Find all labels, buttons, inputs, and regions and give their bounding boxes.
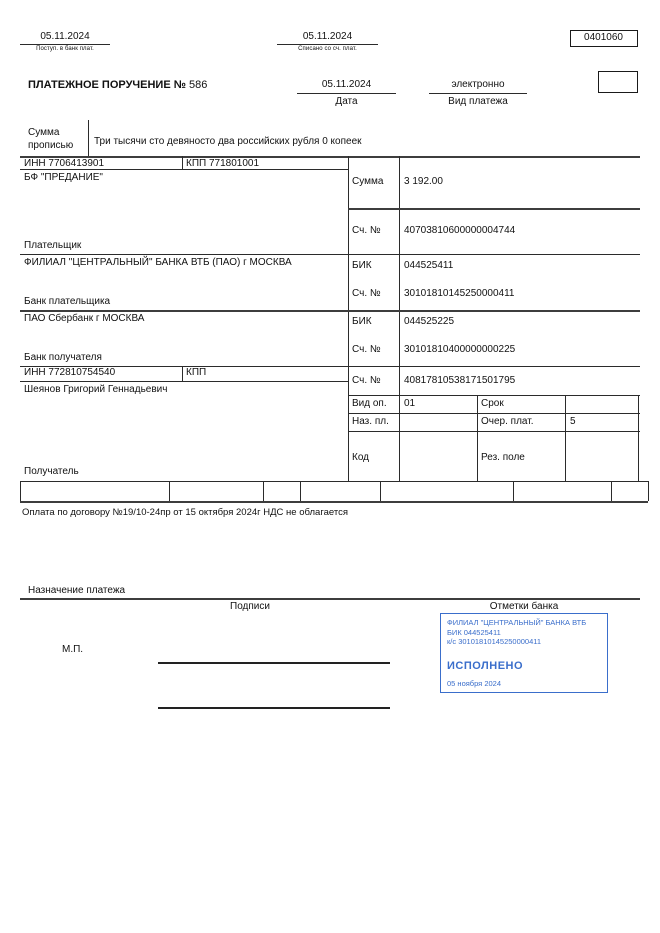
priority-value: 5 — [570, 416, 576, 427]
amount-label: Сумма — [352, 176, 384, 187]
table-line — [182, 156, 183, 169]
doc-date: 05.11.2024 — [321, 79, 372, 90]
payee-bank-label: Банк получателя — [24, 352, 102, 363]
received-date-underline — [20, 44, 110, 45]
table-line — [638, 395, 639, 481]
table-line — [648, 481, 649, 501]
amount-words-label-1: Сумма — [28, 127, 60, 138]
payee-bank-account: 30101810400000000225 — [404, 344, 516, 355]
payee-label: Получатель — [24, 466, 79, 477]
section-line — [20, 598, 640, 600]
payer-account-label: Сч. № — [352, 225, 381, 236]
doc-date-label: Дата — [335, 96, 358, 107]
payee-account: 40817810538171501795 — [404, 375, 516, 386]
amount-words-divider — [88, 120, 89, 156]
received-date-label: Поступ. в банк плат. — [36, 46, 94, 52]
table-line — [263, 481, 264, 501]
table-line — [477, 395, 478, 481]
table-line — [348, 156, 349, 481]
form-code: 0401060 — [584, 32, 623, 43]
purpose-text: Оплата по договору №19/10-24пр от 15 октября 2024г НДС не облагается — [22, 507, 348, 518]
bank-marks-label: Отметки банка — [489, 601, 559, 612]
payer-account: 40703810600000004744 — [404, 225, 516, 236]
table-line — [399, 156, 400, 481]
payment-kind: электронно — [451, 79, 505, 90]
purpose-code-label: Наз. пл. — [352, 416, 389, 427]
payee-inn: ИНН 772810754540 — [24, 367, 116, 378]
table-line — [182, 366, 183, 381]
payee-bank-bik: 044525225 — [404, 316, 455, 327]
op-type-label: Вид оп. — [352, 398, 387, 409]
table-line — [20, 481, 648, 482]
amount-value: 3 192.00 — [404, 176, 443, 187]
payer-name: БФ "ПРЕДАНИЕ" — [24, 172, 103, 183]
table-line — [611, 481, 612, 501]
table-line — [565, 395, 566, 481]
bank-stamp — [440, 613, 608, 693]
table-line — [348, 395, 640, 396]
reserve-label: Рез. поле — [481, 452, 525, 463]
signature-line — [158, 707, 390, 709]
received-date: 05.11.2024 — [40, 31, 90, 42]
code-label: Код — [352, 452, 370, 463]
doc-number: 586 — [189, 79, 208, 91]
table-line — [348, 431, 640, 432]
table-line — [348, 208, 640, 210]
payer-bank-account-label: Сч. № — [352, 288, 381, 299]
table-line — [169, 481, 170, 501]
stamp-bank-name: ФИЛИАЛ "ЦЕНТРАЛЬНЫЙ" БАНКА ВТБ — [447, 618, 587, 627]
mp-label: М.П. — [62, 644, 84, 655]
payee-account-label: Сч. № — [352, 375, 381, 386]
table-line — [380, 481, 381, 501]
table-line — [20, 501, 648, 503]
payer-kpp: КПП 771801001 — [186, 158, 260, 169]
form-code-box — [570, 30, 638, 47]
table-line — [20, 381, 348, 382]
stamp-corr-account: к/с 30101810145250000411 — [447, 637, 542, 646]
empty-status-box — [598, 71, 638, 93]
signatures-label: Подписи — [230, 601, 270, 612]
section-line — [20, 156, 640, 158]
payer-bank-bik: 044525411 — [404, 260, 454, 271]
payee-bank-bik-label: БИК — [352, 316, 372, 327]
amount-words-label-2: прописью — [28, 140, 74, 151]
stamp-status: ИСПОЛНЕНО — [447, 660, 524, 672]
doc-date-underline — [297, 93, 396, 94]
signature-line — [158, 662, 390, 664]
payee-name: Шеянов Григорий Геннадьевич — [24, 384, 168, 395]
payee-kpp-label: КПП — [186, 367, 207, 378]
payee-bank-account-label: Сч. № — [352, 344, 381, 355]
payer-bank-name: ФИЛИАЛ "ЦЕНТРАЛЬНЫЙ" БАНКА ВТБ (ПАО) г МОСКВА — [24, 257, 292, 268]
table-line — [20, 481, 21, 501]
term-label: Срок — [481, 398, 504, 409]
table-line — [348, 413, 640, 414]
table-line — [300, 481, 301, 501]
payee-bank-name: ПАО Сбербанк г МОСКВА — [24, 313, 145, 324]
debited-date-label: Списано со сч. плат. — [298, 46, 357, 52]
payer-bank-label: Банк плательщика — [24, 296, 111, 307]
stamp-date: 05 ноября 2024 — [447, 679, 502, 688]
payer-bank-account: 30101810145250000411 — [404, 288, 515, 299]
stamp-bik: БИК 044525411 — [447, 628, 501, 637]
priority-label: Очер. плат. — [481, 416, 534, 427]
payer-bank-bik-label: БИК — [352, 260, 372, 271]
payment-kind-label: Вид платежа — [448, 96, 508, 107]
amount-words-value: Три тысячи сто девяносто два российских рубля 0 копеек — [94, 136, 362, 147]
purpose-label: Назначение платежа — [28, 585, 126, 596]
debited-date: 05.11.2024 — [302, 31, 353, 42]
table-line — [20, 310, 640, 312]
op-type-value: 01 — [404, 398, 416, 409]
payment-kind-underline — [429, 93, 527, 94]
table-line — [513, 481, 514, 501]
payer-inn: ИНН 7706413901 — [24, 158, 105, 169]
payer-label: Плательщик — [24, 240, 82, 251]
doc-title-text: ПЛАТЕЖНОЕ ПОРУЧЕНИЕ № — [28, 79, 186, 91]
doc-title — [28, 79, 207, 92]
debited-date-underline — [277, 44, 378, 45]
table-line — [20, 254, 640, 255]
